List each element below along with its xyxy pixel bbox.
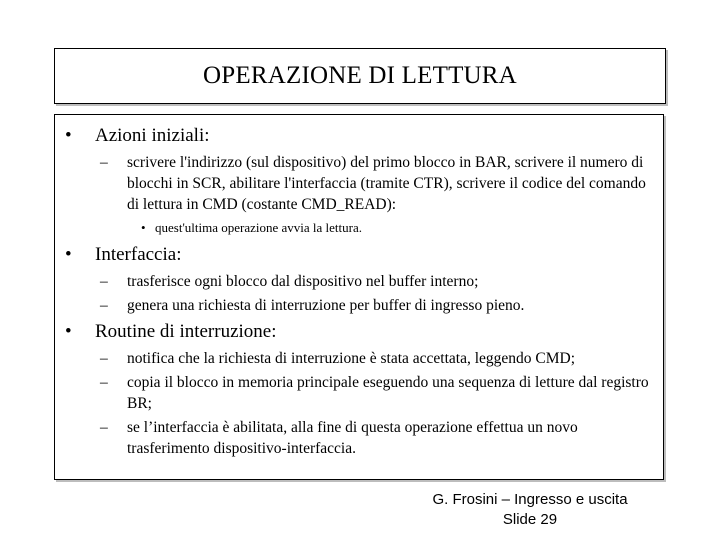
section-heading — [65, 321, 277, 343]
dash-icon: – — [100, 374, 108, 391]
footer — [395, 490, 665, 530]
list-item — [100, 348, 655, 369]
sub-list-item-text: quest'ultima operazione avvia la lettura. — [155, 220, 363, 235]
sub-list-item — [141, 220, 362, 236]
section-heading-text: Routine di interruzione: — [95, 321, 277, 342]
footer-author: G. Frosini – Ingresso e uscita — [432, 491, 628, 508]
dash-icon: – — [100, 350, 108, 367]
list-item-text: copia il blocco in memoria principale eseguendo una sequenza di letture dal registro BR; — [127, 374, 649, 412]
content-box — [54, 114, 664, 480]
title-box — [54, 48, 666, 104]
slide-number: Slide 29 — [502, 511, 558, 528]
slide-title: OPERAZIONE DI LETTURA — [203, 62, 517, 89]
bullet-icon: • — [65, 244, 72, 265]
list-item-text: scrivere l'indirizzo (sul dispositivo) del primo blocco in BAR, scrivere il numero di blocchi in SCR, abilitare l'interfaccia (tramite CTR), scrivere il codice del comando di lettura in CMD (costante CMD_READ): — [127, 154, 646, 213]
bullet-icon: • — [65, 321, 72, 342]
section-heading — [65, 125, 210, 147]
section-heading-text: Azioni iniziali: — [95, 125, 210, 146]
dash-icon: – — [100, 154, 108, 171]
list-item-text: trasferisce ogni blocco dal dispositivo nel buffer interno; — [127, 273, 479, 290]
dash-icon: – — [100, 297, 108, 314]
bullet-icon: • — [141, 220, 146, 235]
dash-icon: – — [100, 419, 108, 436]
list-item — [100, 417, 655, 459]
list-item — [100, 271, 655, 292]
list-item — [100, 295, 655, 316]
list-item-text: notifica che la richiesta di interruzione è stata accettata, leggendo CMD; — [127, 350, 576, 367]
section-heading-text: Interfaccia: — [95, 244, 182, 265]
list-item — [100, 372, 655, 414]
bullet-icon: • — [65, 125, 72, 146]
section-heading — [65, 244, 181, 266]
list-item-text: genera una richiesta di interruzione per buffer di ingresso pieno. — [127, 297, 525, 314]
list-item — [100, 152, 655, 215]
dash-icon: – — [100, 273, 108, 290]
list-item-text: se l’interfaccia è abilitata, alla fine di questa operazione effettua un novo trasferimento dispositivo-interfaccia. — [127, 419, 578, 457]
